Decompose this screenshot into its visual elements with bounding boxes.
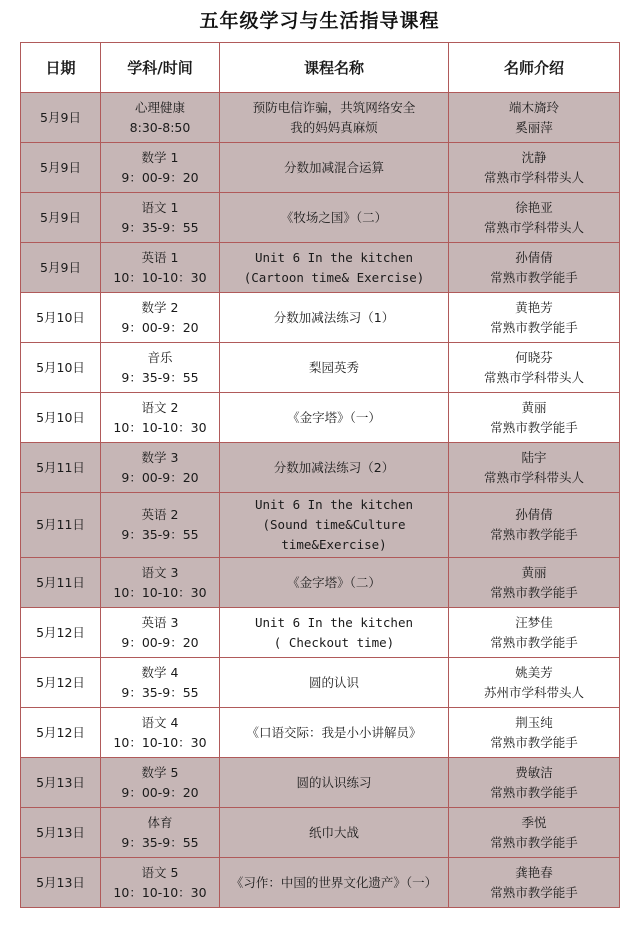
table-row — [21, 193, 620, 243]
teacher-info: 常熟市学科带头人 — [483, 469, 584, 485]
cell-subject-time — [101, 393, 220, 443]
subject-label: 语文 1 — [141, 199, 179, 215]
subject-label: 语文 2 — [141, 399, 179, 415]
subject-label: 数学 3 — [141, 449, 179, 465]
subject-label: 数学 4 — [141, 664, 179, 680]
cell-subject-time — [101, 808, 220, 858]
course-line: 《牧场之国》（二） — [280, 209, 388, 225]
table-row — [21, 243, 620, 293]
teacher-name: 季悦 — [521, 814, 547, 830]
course-line: 分数加减法练习（2） — [273, 459, 395, 475]
cell-subject-time — [101, 443, 220, 493]
teacher-name: 黄艳芳 — [515, 299, 553, 315]
cell-teacher — [449, 243, 620, 293]
cell-date: 5月10日 — [21, 293, 101, 343]
time-label: 9：35-9：55 — [121, 219, 199, 235]
teacher-info: 常熟市教学能手 — [490, 734, 578, 750]
course-line: 《金字塔》（一） — [287, 409, 381, 425]
course-line: (Cartoon time& Exercise) — [243, 269, 425, 285]
cell-subject-time — [101, 558, 220, 608]
course-line: 《口语交际：我是小小讲解员》 — [246, 724, 422, 740]
teacher-name: 端木旖玲 — [508, 99, 559, 115]
cell-subject-time — [101, 493, 220, 558]
cell-course-name — [220, 493, 449, 558]
cell-subject-time — [101, 658, 220, 708]
course-line: ( Checkout time) — [273, 634, 395, 650]
teacher-info: 常熟市学科带头人 — [483, 369, 584, 385]
header-date: 日期 — [21, 43, 101, 93]
time-label: 10：10-10：30 — [113, 419, 207, 435]
cell-course-name — [220, 443, 449, 493]
subject-label: 语文 4 — [141, 714, 179, 730]
cell-subject-time — [101, 143, 220, 193]
cell-date: 5月10日 — [21, 343, 101, 393]
teacher-info: 奚丽萍 — [515, 119, 553, 135]
time-label: 9：00-9：20 — [121, 469, 199, 485]
cell-date: 5月12日 — [21, 608, 101, 658]
teacher-info: 常熟市学科带头人 — [483, 169, 584, 185]
cell-teacher — [449, 558, 620, 608]
schedule-body — [21, 93, 620, 908]
time-label: 10：10-10：30 — [113, 884, 207, 900]
cell-teacher — [449, 143, 620, 193]
table-row — [21, 758, 620, 808]
subject-label: 语文 3 — [141, 564, 179, 580]
subject-label: 体育 — [147, 814, 173, 830]
time-label: 10：10-10：30 — [113, 269, 207, 285]
table-row — [21, 393, 620, 443]
table-row — [21, 493, 620, 558]
cell-course-name — [220, 558, 449, 608]
teacher-name: 姚美芳 — [515, 664, 553, 680]
table-row — [21, 293, 620, 343]
course-line: 分数加减混合运算 — [283, 159, 384, 175]
cell-course-name — [220, 143, 449, 193]
cell-course-name — [220, 858, 449, 908]
cell-teacher — [449, 758, 620, 808]
teacher-info: 苏州市学科带头人 — [483, 684, 584, 700]
subject-label: 数学 2 — [141, 299, 179, 315]
cell-course-name — [220, 393, 449, 443]
table-row — [21, 608, 620, 658]
header-subject-time: 学科/时间 — [101, 43, 220, 93]
course-line: 《金字塔》（二） — [287, 574, 381, 590]
teacher-info: 常熟市教学能手 — [490, 834, 578, 850]
time-label: 9：00-9：20 — [121, 634, 199, 650]
subject-label: 英语 1 — [141, 249, 179, 265]
cell-subject-time — [101, 343, 220, 393]
table-row — [21, 658, 620, 708]
subject-label: 心理健康 — [134, 99, 185, 115]
cell-teacher — [449, 858, 620, 908]
table-row — [21, 708, 620, 758]
cell-date: 5月13日 — [21, 808, 101, 858]
teacher-name: 孙倩倩 — [515, 507, 553, 522]
subject-label: 数学 1 — [141, 149, 179, 165]
cell-date: 5月12日 — [21, 658, 101, 708]
course-line: 《习作：中国的世界文化遗产》（一） — [230, 874, 438, 890]
cell-teacher — [449, 193, 620, 243]
cell-date: 5月10日 — [21, 393, 101, 443]
cell-date: 5月9日 — [21, 193, 101, 243]
time-label: 9：00-9：20 — [121, 784, 199, 800]
page-title: 五年级学习与生活指导课程 — [199, 10, 440, 32]
header-teacher: 名师介绍 — [449, 43, 620, 93]
course-line: 圆的认识练习 — [296, 774, 372, 790]
course-line: Unit 6 In the kitchen — [254, 497, 414, 512]
cell-course-name — [220, 608, 449, 658]
cell-date: 5月9日 — [21, 243, 101, 293]
schedule-table — [20, 42, 620, 908]
course-line: Unit 6 In the kitchen — [254, 249, 414, 265]
header-course-name: 课程名称 — [220, 43, 449, 93]
cell-date: 5月9日 — [21, 93, 101, 143]
time-label: 10：10-10：30 — [113, 734, 207, 750]
course-line: 分数加减法练习（1） — [273, 309, 395, 325]
cell-date: 5月13日 — [21, 858, 101, 908]
teacher-info: 常熟市教学能手 — [490, 884, 578, 900]
teacher-info: 常熟市教学能手 — [490, 419, 578, 435]
cell-subject-time — [101, 708, 220, 758]
table-row — [21, 558, 620, 608]
course-line: Unit 6 In the kitchen — [254, 614, 414, 630]
subject-label: 语文 5 — [141, 864, 179, 880]
cell-course-name — [220, 808, 449, 858]
teacher-name: 汪梦佳 — [515, 614, 553, 630]
teacher-info: 常熟市教学能手 — [490, 269, 578, 285]
teacher-name: 荆玉纯 — [515, 714, 553, 730]
course-line: 我的妈妈真麻烦 — [290, 119, 378, 135]
cell-date: 5月9日 — [21, 143, 101, 193]
cell-date: 5月11日 — [21, 443, 101, 493]
cell-teacher — [449, 93, 620, 143]
teacher-name: 黄丽 — [521, 564, 547, 580]
cell-teacher — [449, 658, 620, 708]
subject-label: 数学 5 — [141, 764, 179, 780]
cell-teacher — [449, 608, 620, 658]
subject-label: 英语 2 — [141, 507, 179, 522]
cell-course-name — [220, 293, 449, 343]
course-line: time&Exercise) — [281, 537, 387, 552]
cell-subject-time — [101, 193, 220, 243]
teacher-name: 沈静 — [521, 149, 547, 165]
subject-label: 音乐 — [147, 349, 173, 365]
cell-subject-time — [101, 858, 220, 908]
time-label: 8:30-8:50 — [129, 119, 191, 135]
cell-course-name — [220, 758, 449, 808]
teacher-info: 常熟市教学能手 — [490, 527, 578, 542]
cell-subject-time — [101, 93, 220, 143]
time-label: 9：35-9：55 — [121, 834, 199, 850]
time-label: 9：00-9：20 — [121, 319, 199, 335]
course-line: (Sound time&Culture — [262, 517, 406, 532]
cell-date: 5月13日 — [21, 758, 101, 808]
table-header-row — [21, 43, 620, 93]
time-label: 9：00-9：20 — [121, 169, 199, 185]
teacher-name: 孙倩倩 — [515, 249, 553, 265]
table-row — [21, 93, 620, 143]
teacher-name: 徐艳亚 — [515, 199, 553, 215]
cell-subject-time — [101, 758, 220, 808]
cell-course-name — [220, 93, 449, 143]
cell-course-name — [220, 343, 449, 393]
teacher-info: 常熟市教学能手 — [490, 784, 578, 800]
cell-course-name — [220, 193, 449, 243]
teacher-name: 黄丽 — [521, 399, 547, 415]
course-line: 圆的认识 — [308, 674, 359, 690]
table-row — [21, 143, 620, 193]
teacher-name: 龚艳春 — [515, 864, 553, 880]
cell-date: 5月12日 — [21, 708, 101, 758]
time-label: 9：35-9：55 — [121, 527, 199, 542]
table-row — [21, 858, 620, 908]
cell-teacher — [449, 808, 620, 858]
cell-subject-time — [101, 608, 220, 658]
cell-date: 5月11日 — [21, 558, 101, 608]
cell-course-name — [220, 658, 449, 708]
cell-course-name — [220, 708, 449, 758]
cell-subject-time — [101, 293, 220, 343]
time-label: 10：10-10：30 — [113, 584, 207, 600]
cell-teacher — [449, 393, 620, 443]
teacher-info: 常熟市教学能手 — [490, 634, 578, 650]
teacher-info: 常熟市教学能手 — [490, 584, 578, 600]
cell-teacher — [449, 343, 620, 393]
table-row — [21, 808, 620, 858]
teacher-info: 常熟市教学能手 — [490, 319, 578, 335]
table-row — [21, 443, 620, 493]
course-line: 梨园英秀 — [308, 359, 359, 375]
time-label: 9：35-9：55 — [121, 684, 199, 700]
teacher-info: 常熟市学科带头人 — [483, 219, 584, 235]
cell-course-name — [220, 243, 449, 293]
teacher-name: 费敏洁 — [515, 764, 553, 780]
subject-label: 英语 3 — [141, 614, 179, 630]
course-line: 预防电信诈骗，共筑网络安全 — [252, 99, 416, 115]
cell-teacher — [449, 293, 620, 343]
course-line: 纸巾大战 — [308, 824, 359, 840]
table-row — [21, 343, 620, 393]
teacher-name: 何晓芬 — [515, 349, 553, 365]
cell-teacher — [449, 708, 620, 758]
cell-date: 5月11日 — [21, 493, 101, 558]
time-label: 9：35-9：55 — [121, 369, 199, 385]
cell-teacher — [449, 443, 620, 493]
cell-subject-time — [101, 243, 220, 293]
cell-teacher — [449, 493, 620, 558]
teacher-name: 陆宇 — [521, 449, 547, 465]
